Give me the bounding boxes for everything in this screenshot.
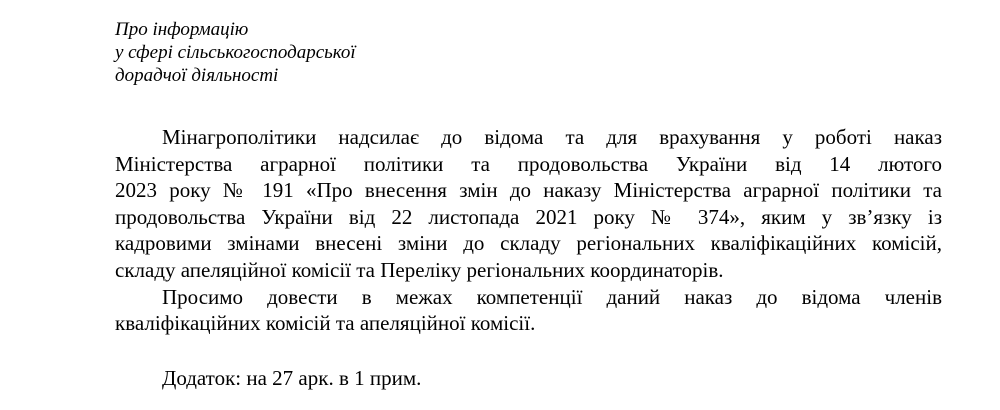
- text-line: 2023 року № 191 «Про внесення змін до наказу Міністерства аграрної політики та: [115, 178, 942, 203]
- attachment-note: Додаток: на 27 арк. в 1 прим.: [162, 366, 422, 390]
- subject-line: Про інформацію: [115, 19, 249, 40]
- text-line: продовольства України від 22 листопада 2021 року № 374», яким у зв’язку із: [115, 204, 942, 229]
- subject-line: у сфері сільськогосподарської: [115, 42, 356, 63]
- text-line: Міністерства аграрної політики та продовольства України від 14 лютого: [115, 151, 942, 176]
- subject-block: [115, 18, 356, 87]
- paragraph-main: [115, 124, 942, 284]
- letter-body: [115, 124, 942, 337]
- text-line: складу апеляційної комісії та Переліку регіональних координаторів.: [115, 257, 724, 282]
- subject-line: дорадчої діяльності: [115, 65, 279, 86]
- text-line: Просимо довести в межах компетенції даний наказ до відома членів: [162, 284, 942, 309]
- paragraph-request: [115, 284, 942, 337]
- text-line: Мінагрополітики надсилає до відома та для врахування у роботі наказ: [162, 125, 942, 149]
- text-line: кадровими змінами внесені зміни до складу регіональних кваліфікаційних комісій,: [115, 231, 942, 256]
- text-line: кваліфікаційних комісій та апеляційної комісії.: [115, 311, 536, 336]
